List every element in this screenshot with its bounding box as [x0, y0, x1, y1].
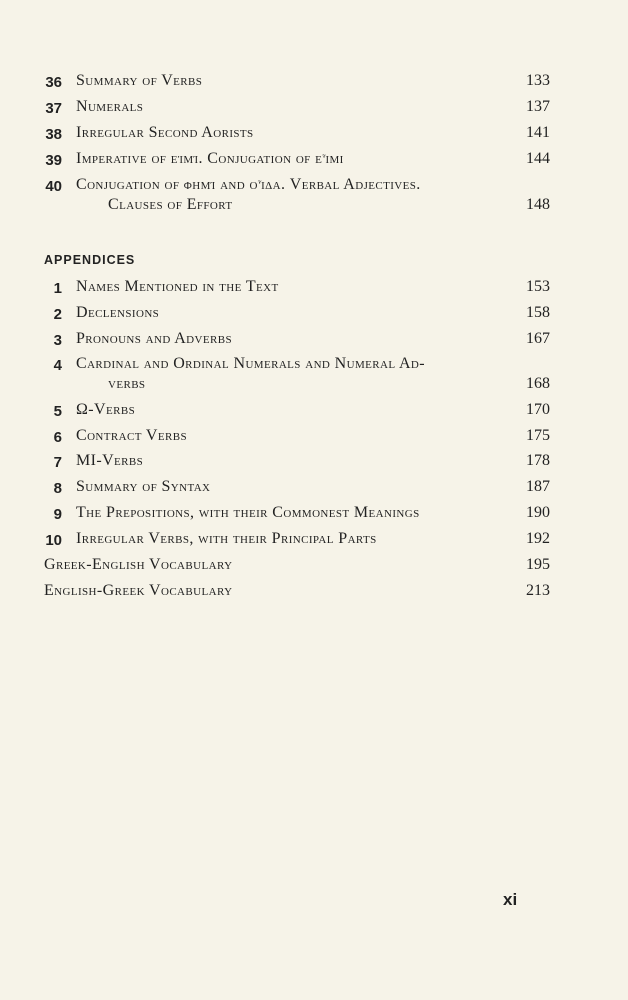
entry-number: 40 — [45, 178, 62, 195]
entry-page: 168 — [526, 375, 550, 392]
entry-title: Summary of Verbs — [76, 72, 203, 89]
toc-entry — [0, 478, 628, 504]
toc-entry — [0, 401, 628, 427]
entry-title: Ω-Verbs — [76, 401, 136, 418]
entry-page: 133 — [526, 72, 550, 89]
entry-title-continuation: Clauses of Effort — [108, 196, 233, 213]
entry-number: 2 — [53, 306, 62, 323]
entry-title: Declensions — [76, 304, 160, 321]
entry-title: Summary of Syntax — [76, 478, 211, 495]
entry-page: 137 — [526, 98, 550, 115]
toc-entry — [0, 452, 628, 478]
entry-title: English-Greek Vocabulary — [44, 582, 233, 599]
entry-number: 1 — [53, 280, 62, 297]
toc-entry — [0, 304, 628, 330]
entry-page: 167 — [526, 330, 550, 347]
entry-page: 213 — [526, 582, 550, 599]
entry-title: Greek-English Vocabulary — [44, 556, 233, 573]
entry-page: 144 — [526, 150, 550, 167]
entry-title: Cardinal and Ordinal Numerals and Numeral Ad- — [76, 355, 425, 372]
entry-title: Contract Verbs — [76, 427, 187, 444]
entry-title: Names Mentioned in the Text — [76, 278, 279, 295]
toc-entry — [0, 98, 628, 124]
entry-page: 190 — [526, 504, 550, 521]
entry-number: 5 — [53, 403, 62, 420]
entry-number: 39 — [45, 152, 62, 169]
entry-page: 178 — [526, 452, 550, 469]
entry-title: The Prepositions, with their Commonest Meanings — [76, 504, 420, 521]
entry-title-continuation: verbs — [108, 375, 146, 392]
entry-title: Irregular Verbs, with their Principal Parts — [76, 530, 377, 547]
entry-page: 170 — [526, 401, 550, 418]
entry-page: 141 — [526, 124, 550, 141]
entry-title: MI-Verbs — [76, 452, 144, 469]
toc-entry-continuation — [0, 196, 628, 222]
toc-entry — [0, 504, 628, 530]
entry-number: 37 — [45, 100, 62, 117]
appendices-heading: APPENDICES — [44, 253, 136, 267]
entry-page: 148 — [526, 196, 550, 213]
toc-entry-continuation — [0, 375, 628, 401]
entry-number: 10 — [45, 532, 62, 549]
entry-number: 6 — [53, 429, 62, 446]
entry-number: 38 — [45, 126, 62, 143]
entry-title: Pronouns and Adverbs — [76, 330, 232, 347]
toc-entry — [0, 582, 628, 608]
entry-page: 187 — [526, 478, 550, 495]
entry-title: Numerals — [76, 98, 144, 115]
entry-number: 7 — [53, 454, 62, 471]
toc-entry — [0, 278, 628, 304]
entry-title: Conjugation of φημί and οἶδα. Verbal Adjectives. — [76, 176, 421, 193]
entry-number: 4 — [53, 357, 62, 374]
entry-page: 158 — [526, 304, 550, 321]
entry-number: 8 — [53, 480, 62, 497]
toc-entry — [0, 330, 628, 356]
toc-entry — [0, 72, 628, 98]
page-folio: xi — [503, 890, 518, 909]
entry-page: 175 — [526, 427, 550, 444]
entry-page: 192 — [526, 530, 550, 547]
entry-page: 153 — [526, 278, 550, 295]
toc-entry — [0, 427, 628, 453]
toc-entry — [0, 150, 628, 176]
entry-title: Irregular Second Aorists — [76, 124, 254, 141]
toc-entry — [0, 124, 628, 150]
toc-entry — [0, 556, 628, 582]
entry-title: Imperative of εἰμί. Conjugation of εἶμι — [76, 150, 344, 167]
entry-page: 195 — [526, 556, 550, 573]
entry-number: 3 — [53, 332, 62, 349]
entry-number: 9 — [53, 506, 62, 523]
entry-number: 36 — [45, 74, 62, 91]
toc-entry — [0, 530, 628, 556]
